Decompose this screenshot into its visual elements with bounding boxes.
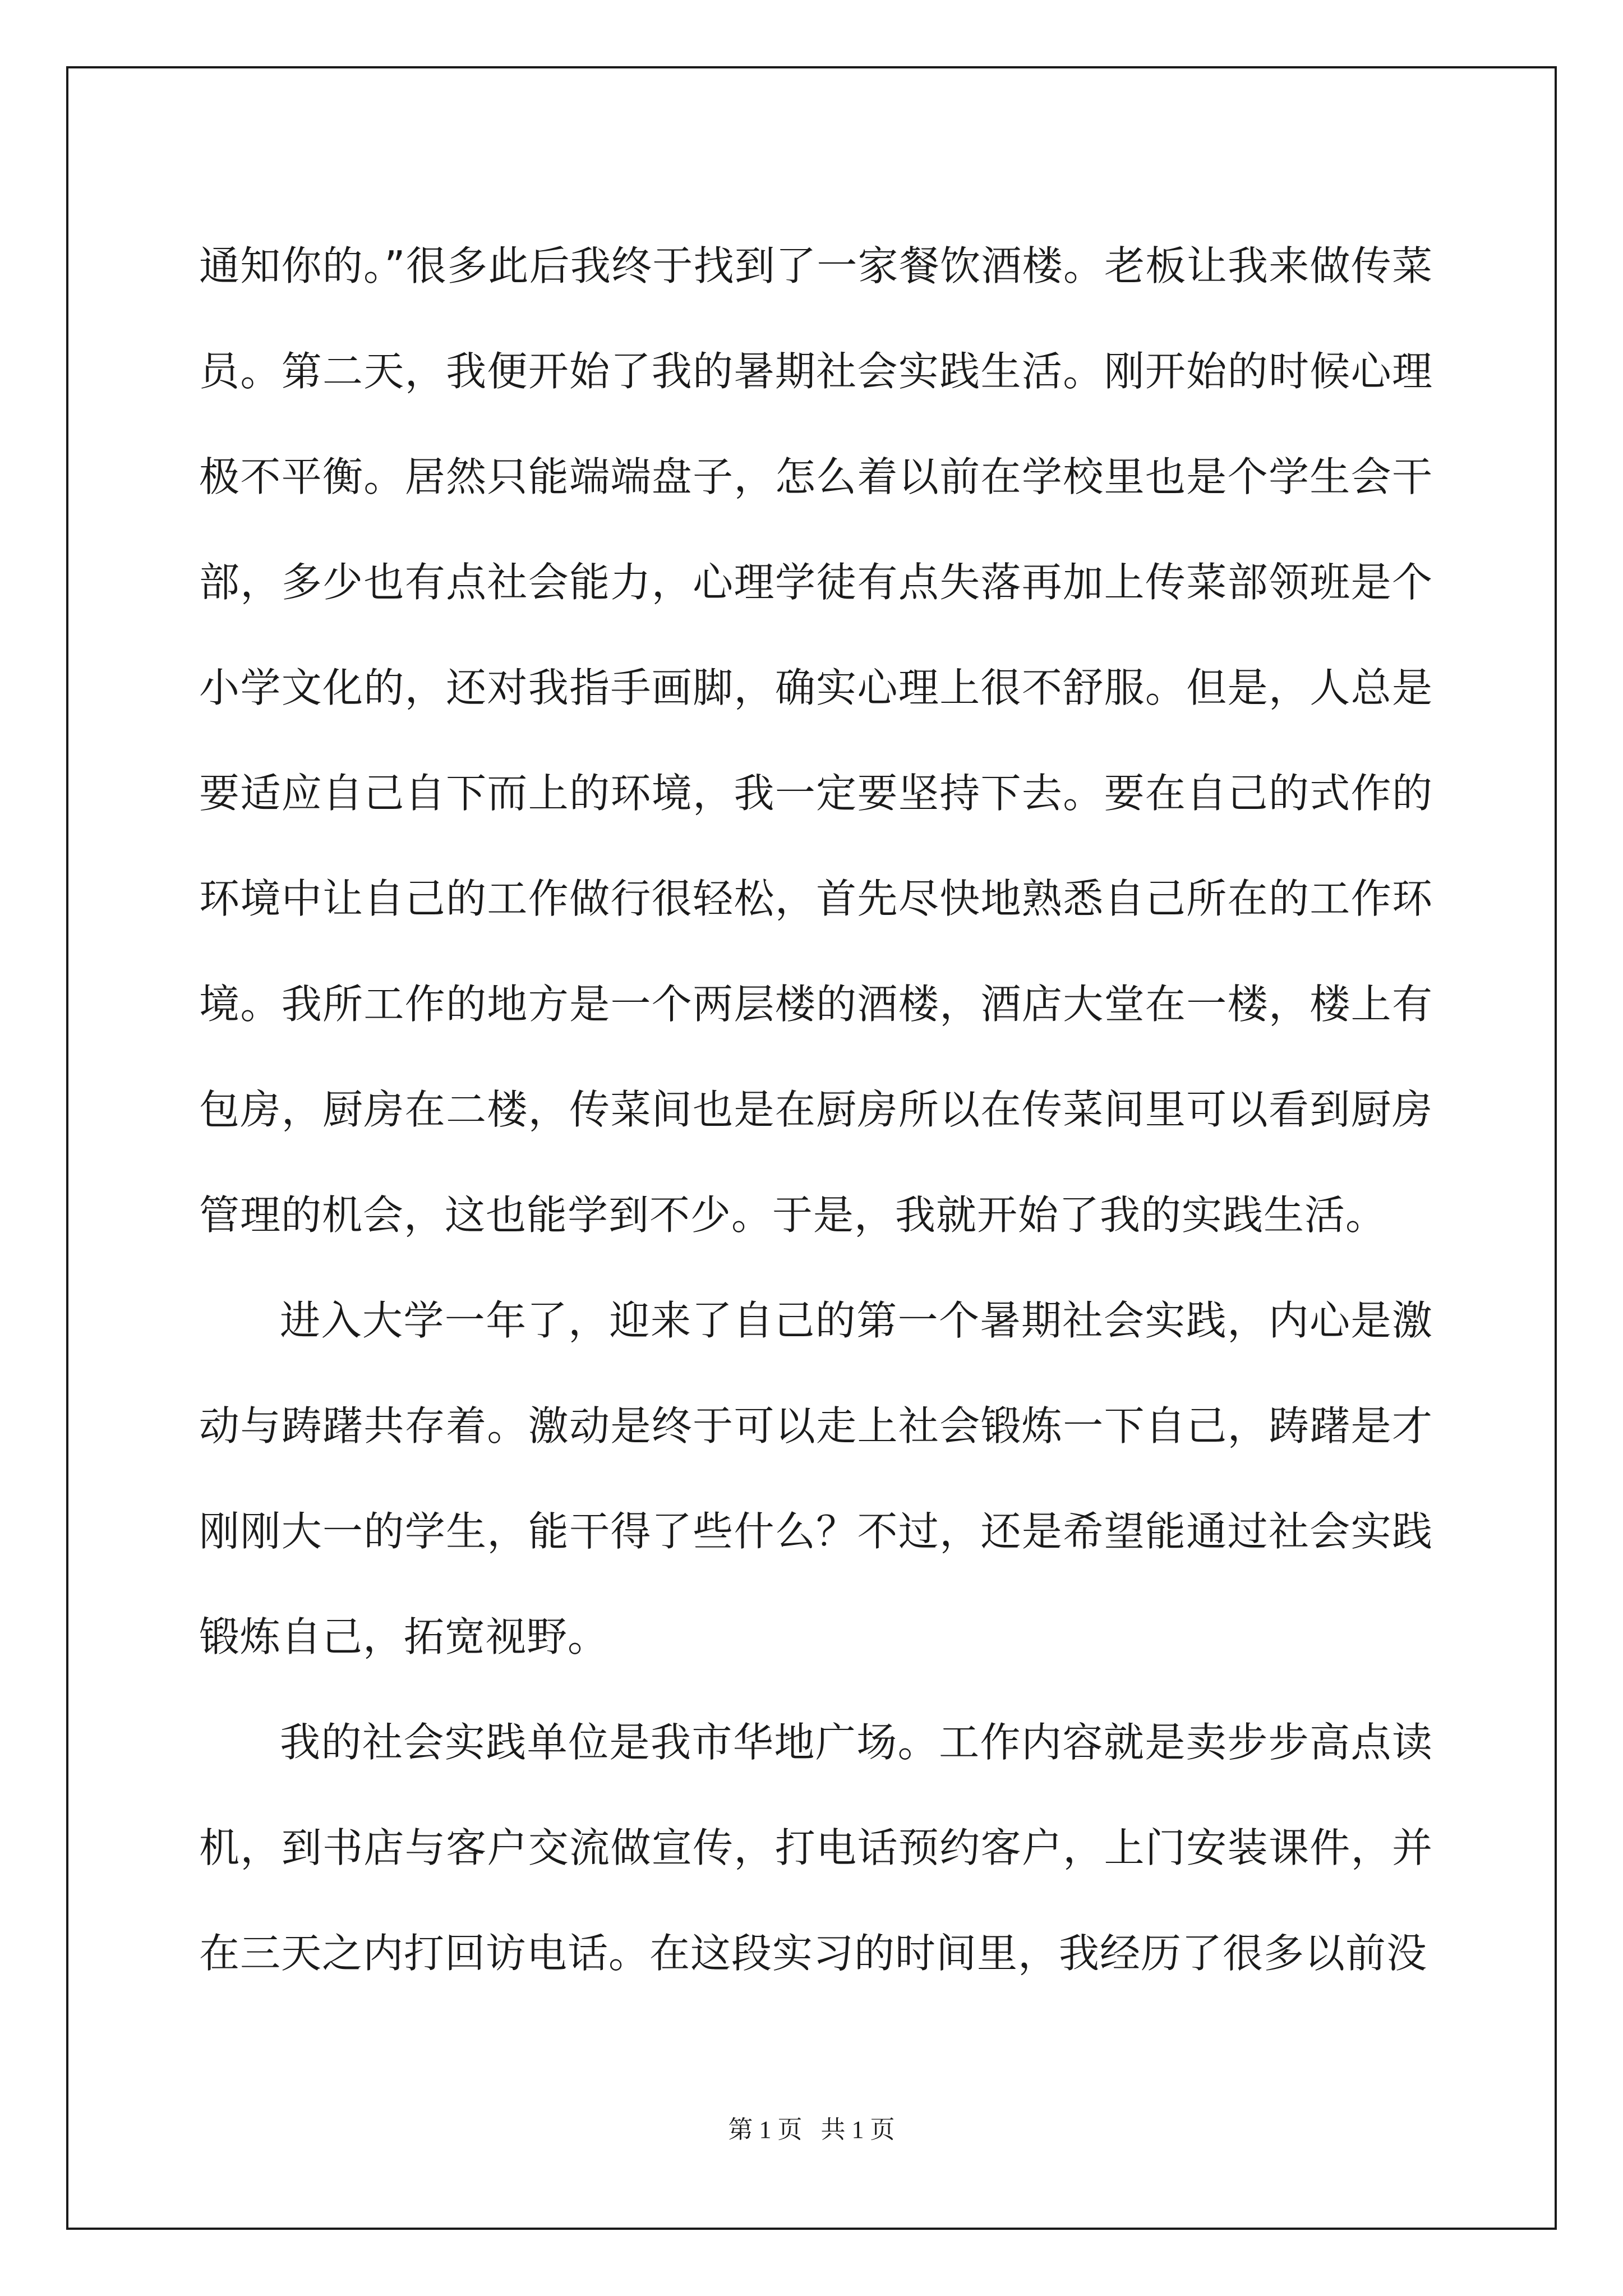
document-body: [199, 213, 1433, 2006]
page-number-footer: 第 1 页 共 1 页: [728, 2116, 895, 2143]
paragraph-1: 通知你的。”很多此后我终于找到了一家餐饮酒楼。老板让我来做传菜员。第二天，我便开始了我的暑期社会实践生活。刚开始的时候心理极不平衡。居然只能端端盘子，怎么着以前在学校里也是个学生会干部，多少也有点社会能力，心理学徒有点失落再加上传菜部领班是个小学文化的，还对我指手画脚，确实心理上很不舒服。但是，人总是要适应自己自下而上的环境，我一定要坚持下去。要在自己的式作的环境中让自己的工作做行很轻松，首先尽快地熟悉自己所在的工作环境。我所工作的地方是一个两层楼的酒楼，酒店大堂在一楼，楼上有包房，厨房在二楼，传菜间也是在厨房所以在传菜间里可以看到厨房管理的机会，这也能学到不少。于是，我就开始了我的实践生活。: [199, 242, 1433, 1239]
paragraph-2: 进入大学一年了，迎来了自己的第一个暑期社会实践，内心是激动与踌躇共存着。激动是终于可以走上社会锻炼一下自己，踌躇是才刚刚大一的学生，能干得了些什么？不过，还是希望能通过社会实践锻炼自己，拓宽视野。: [199, 1297, 1433, 1660]
paragraph-3: 我的社会实践单位是我市华地广场。工作内容就是卖步步高点读机，到书店与客户交流做宣传，打电话预约客户，上门安装课件，并在三天之内打回访电话。在这段实习的时间里，我经历了很多以前没: [199, 1719, 1433, 1977]
